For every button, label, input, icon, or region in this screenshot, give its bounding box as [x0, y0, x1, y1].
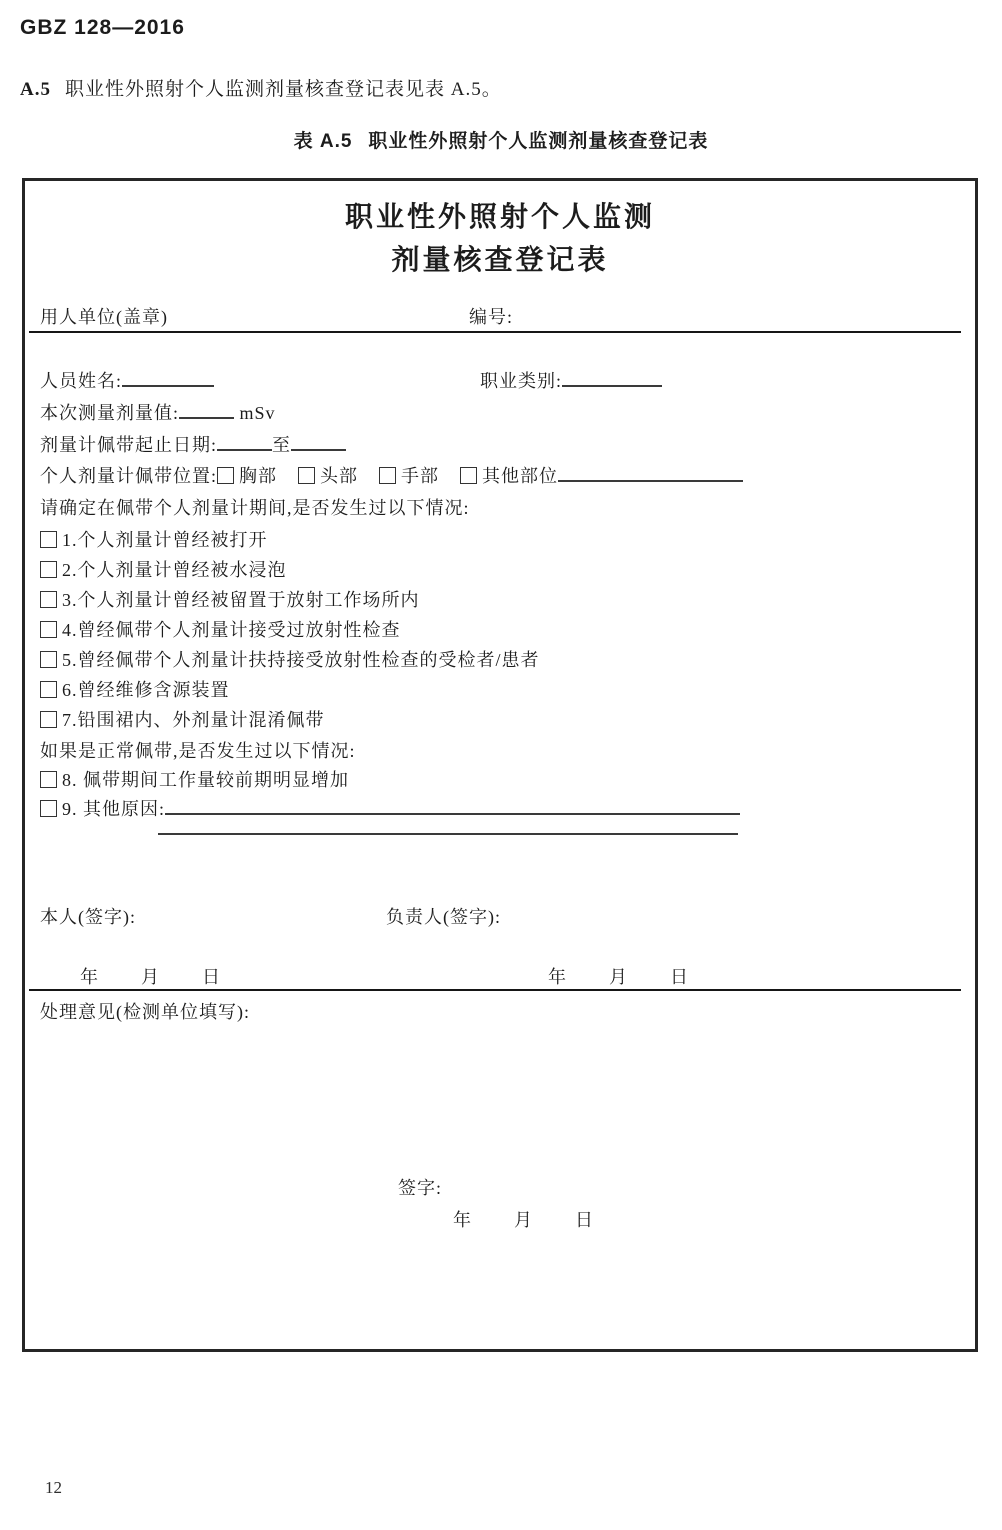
checklist-item-label: 1.个人剂量计曾经被打开 — [62, 530, 268, 550]
section-divider-rule — [29, 989, 961, 991]
table-caption — [0, 126, 1002, 153]
checkbox-icon[interactable] — [460, 467, 477, 484]
employer-label: 用人单位(盖章) — [40, 307, 168, 327]
dose-unit: mSv — [239, 403, 276, 423]
checklist-item-label: 5.曾经佩带个人剂量计扶持接受放射性检查的受检者/患者 — [62, 650, 540, 670]
position-other-field[interactable] — [558, 464, 743, 482]
checklist-item-label: 7.铅围裙内、外剂量计混淆佩带 — [62, 710, 325, 730]
checkbox-icon[interactable] — [40, 561, 57, 578]
checkbox-icon[interactable] — [40, 651, 57, 668]
position-option-label: 手部 — [401, 466, 440, 486]
checkbox-icon[interactable] — [217, 467, 234, 484]
serial-label: 编号: — [469, 307, 514, 327]
normal-intro: 如果是正常佩带,是否发生过以下情况: — [40, 741, 356, 761]
occupation-row — [480, 367, 662, 393]
other-reason-field-line2[interactable] — [158, 833, 738, 835]
date-row-bottom — [453, 1206, 594, 1232]
name-row — [40, 367, 214, 393]
checkbox-icon[interactable] — [40, 531, 57, 548]
page-number: 12 — [45, 1478, 62, 1497]
checkbox-icon[interactable] — [298, 467, 315, 484]
occupation-field[interactable] — [562, 369, 662, 387]
year-label: 年 — [80, 967, 99, 987]
confirm-intro: 请确定在佩带个人剂量计期间,是否发生过以下情况: — [40, 498, 470, 518]
responsible-sign-label: 负责人(签字): — [386, 907, 501, 927]
section-a5-paragraph — [20, 74, 502, 101]
month-label: 月 — [141, 967, 160, 987]
month-label: 月 — [514, 1210, 533, 1230]
sign-label: 签字: — [398, 1178, 443, 1198]
checkbox-icon[interactable] — [40, 591, 57, 608]
checklist-item-4 — [40, 616, 401, 642]
self-sign-label: 本人(签字): — [40, 907, 136, 927]
dose-row — [40, 399, 276, 425]
checklist-item-label: 4.曾经佩带个人剂量计接受过放射性检查 — [62, 620, 401, 640]
month-label: 月 — [609, 967, 628, 987]
dose-field[interactable] — [179, 401, 234, 419]
checklist-item-9 — [40, 795, 740, 821]
checklist-item-2 — [40, 556, 287, 582]
position-option-head — [298, 466, 358, 486]
standard-code: GBZ 128—2016 — [20, 16, 185, 39]
name-label: 人员姓名: — [40, 371, 123, 391]
checklist-item-6 — [40, 676, 230, 702]
employer-serial-row — [29, 305, 961, 333]
date-row-right — [548, 963, 689, 989]
section-label: A.5 — [20, 79, 51, 100]
day-label: 日 — [202, 967, 221, 987]
table-caption-title: 职业性外照射个人监测剂量核查登记表 — [368, 131, 709, 152]
checklist-item-label: 2.个人剂量计曾经被水浸泡 — [62, 560, 287, 580]
checklist-item-label: 6.曾经维修含源装置 — [62, 680, 230, 700]
position-option-label: 胸部 — [239, 466, 278, 486]
period-label: 剂量计佩带起止日期: — [40, 435, 218, 455]
checkbox-icon[interactable] — [40, 771, 57, 788]
day-label: 日 — [575, 1210, 594, 1230]
form-box — [22, 178, 978, 1352]
position-row — [40, 462, 743, 488]
section-text: 职业性外照射个人监测剂量核查登记表见表 A.5。 — [64, 79, 502, 100]
position-option-hand — [379, 466, 439, 486]
period-row — [40, 431, 346, 457]
checkbox-icon[interactable] — [40, 681, 57, 698]
year-label: 年 — [548, 967, 567, 987]
position-option-label: 头部 — [320, 466, 359, 486]
dose-label: 本次测量剂量值: — [40, 403, 180, 423]
checklist-item-label: 9. 其他原因: — [62, 799, 166, 819]
checkbox-icon[interactable] — [40, 711, 57, 728]
table-caption-label: 表 A.5 — [293, 131, 353, 152]
form-title-line1: 职业性外照射个人监测 — [344, 202, 655, 233]
date-row-left — [80, 963, 221, 989]
occupation-label: 职业类别: — [480, 371, 563, 391]
checklist-item-7 — [40, 706, 325, 732]
checkbox-icon[interactable] — [379, 467, 396, 484]
checklist-item-1 — [40, 526, 268, 552]
checklist-item-label: 8. 佩带期间工作量较前期明显增加 — [62, 770, 349, 790]
opinion-label: 处理意见(检测单位填写): — [40, 1002, 250, 1022]
year-label: 年 — [453, 1210, 472, 1230]
period-start-field[interactable] — [217, 433, 272, 451]
period-end-field[interactable] — [291, 433, 346, 451]
other-reason-field[interactable] — [165, 797, 740, 815]
checklist-item-5 — [40, 646, 540, 672]
position-option-label: 其他部位 — [482, 466, 559, 486]
position-option-other — [460, 466, 558, 486]
checklist-item-8 — [40, 766, 349, 792]
position-label: 个人剂量计佩带位置: — [40, 466, 218, 486]
name-field[interactable] — [122, 369, 214, 387]
checkbox-icon[interactable] — [40, 621, 57, 638]
checklist-item-3 — [40, 586, 420, 612]
checkbox-icon[interactable] — [40, 800, 57, 817]
form-title-line2: 剂量核查登记表 — [391, 245, 609, 276]
position-option-chest — [217, 466, 277, 486]
day-label: 日 — [670, 967, 689, 987]
period-to-label: 至 — [272, 435, 292, 455]
checklist-item-label: 3.个人剂量计曾经被留置于放射工作场所内 — [62, 590, 420, 610]
